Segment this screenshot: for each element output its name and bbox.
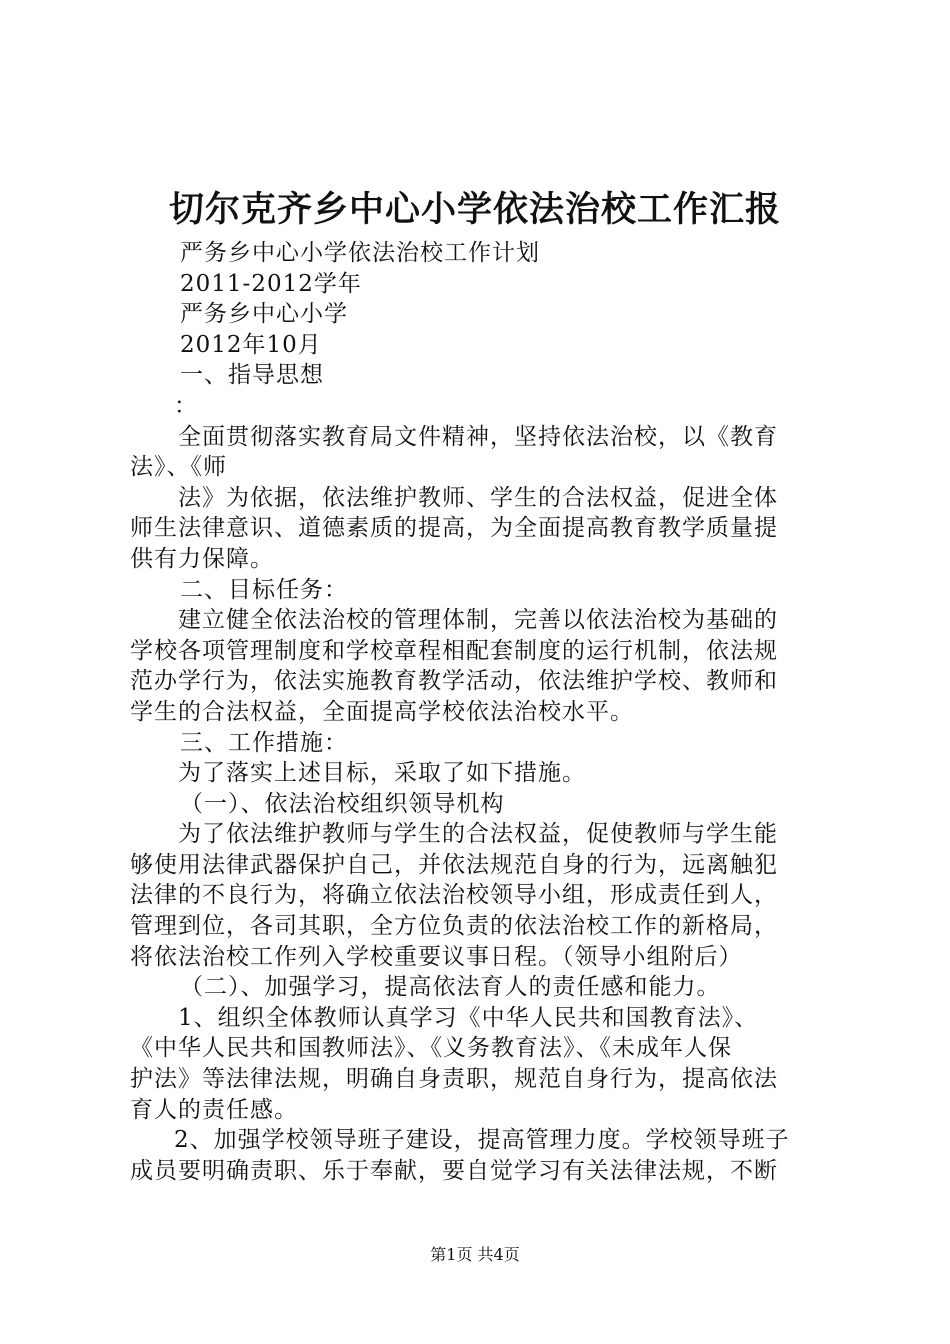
body-line: 全面贯彻落实教育局文件精神，坚持依法治校，以《教育 [178, 423, 778, 450]
body-line: 2、加强学校领导班子建设，提高管理力度。学校领导班子 [174, 1127, 790, 1154]
body-line: 法》为依据，依法维护教师、学生的合法权益，促进全体 [178, 484, 778, 511]
body-line: 严务乡中心小学依法治校工作计划 [180, 240, 540, 266]
body-line: 为了依法维护教师与学生的合法权益，促使教师与学生能 [178, 821, 778, 848]
body-line: 够使用法律武器保护自己，并依法规范自身的行为，远离触犯 [130, 851, 778, 878]
subsection-heading: （二）、加强学习，提高依法育人的责任感和能力。 [180, 974, 721, 1001]
body-line: 学生的合法权益，全面提高学校依法治校水平。 [130, 698, 634, 725]
body-line: 1、组织全体教师认真学习《中华人民共和国教育法》、 [178, 1004, 759, 1031]
body-line: 建立健全依法治校的管理体制，完善以依法治校为基础的 [178, 607, 778, 634]
body-line: 2012年10月 [180, 331, 322, 358]
body-line: 学校各项管理制度和学校章程相配套制度的运行机制，依法规 [130, 637, 778, 664]
body-line: 为了落实上述目标，采取了如下措施。 [178, 760, 586, 787]
body-line: 范办学行为，依法实施教育教学活动，依法维护学校、教师和 [130, 668, 778, 695]
body-line: 严务乡中心小学 [180, 301, 348, 328]
section-heading: 二、目标任务： [180, 576, 348, 603]
document-title: 切尔克齐乡中心小学依法治校工作汇报 [168, 189, 781, 230]
body-line: 法》、《师 [130, 454, 227, 481]
body-line: 师生法律意识、道德素质的提高，为全面提高教育教学质量提 [130, 515, 778, 542]
section-heading: 三、工作措施： [180, 729, 348, 756]
body-line: 法律的不良行为，将确立依法治校领导小组，形成责任到人， [130, 882, 778, 909]
body-line: 供有力保障。 [130, 545, 274, 572]
body-line: 护法》等法律法规，明确自身责职，规范自身行为，提高依法 [130, 1066, 778, 1093]
body-line: 《中华人民共和国教师法》、《义务教育法》、《未成年人保 [130, 1035, 732, 1062]
body-line: 2011-2012学年 [180, 270, 362, 297]
body-line: 将依法治校工作列入学校重要议事日程。（领导小组附后） [130, 943, 743, 970]
document-body [130, 238, 830, 1186]
subsection-heading: （一）、依法治校组织领导机构 [180, 790, 505, 817]
page-number-footer: 第1页 共4页 [430, 1245, 520, 1264]
section-heading: 一、指导思想 [180, 362, 324, 389]
body-line: 成员要明确责职、乐于奉献，要自觉学习有关法律法规，不断 [130, 1157, 778, 1184]
body-line: 管理到位，各司其职，全方位负责的依法治校工作的新格局， [130, 913, 778, 940]
body-line: ： [174, 392, 198, 419]
body-line: 育人的责任感。 [130, 1096, 298, 1123]
